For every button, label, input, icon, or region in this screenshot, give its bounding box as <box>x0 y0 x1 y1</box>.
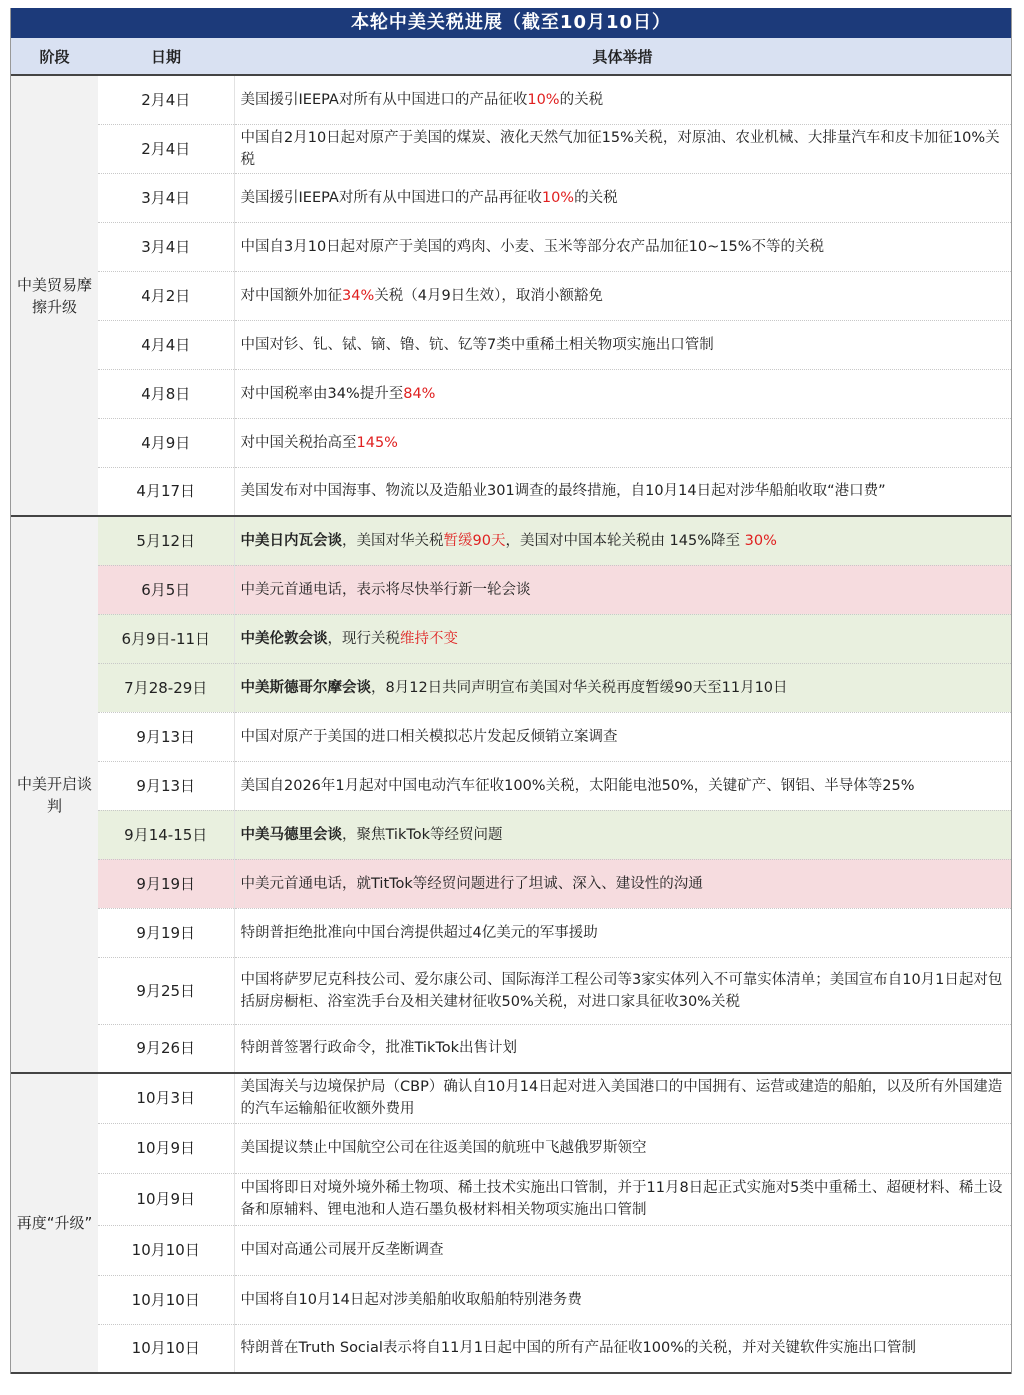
measure-cell <box>234 320 1011 369</box>
date-cell: 6月5日 <box>98 565 234 614</box>
table-row <box>11 516 1011 565</box>
measure-cell <box>234 516 1011 565</box>
measure-cell <box>234 418 1011 467</box>
measure-text: 美国自2026年1月起对中国电动汽车征收100%关税，太阳能电池50%，关键矿产、钢铝、半导体等25% <box>240 777 915 794</box>
measure-cell <box>234 222 1011 271</box>
table-row <box>11 418 1011 467</box>
table-row <box>11 1225 1011 1275</box>
date-cell: 9月26日 <box>98 1024 234 1073</box>
date-cell: 10月10日 <box>98 1324 234 1373</box>
date-cell: 3月4日 <box>98 222 234 271</box>
measure-cell <box>234 908 1011 957</box>
measure-cell <box>234 810 1011 859</box>
measure-cell <box>234 1073 1011 1123</box>
highlight-text: 34% <box>342 287 375 304</box>
highlight-text: 145% <box>356 434 398 451</box>
date-cell: 4月8日 <box>98 369 234 418</box>
header-measure: 具体举措 <box>234 38 1011 75</box>
table-row <box>11 1073 1011 1123</box>
measure-text: 美国海关与边境保护局（CBP）确认自10月14日起对进入美国港口的中国拥有、运营或建造的船舶，以及所有外国建造的汽车运输船征收额外费用 <box>240 1079 1003 1118</box>
measure-text: 中国将即日对境外境外稀土物项、稀土技术实施出口管制，并于11月8日起正式实施对5类中重稀土、超硬材料、稀土设备和原辅料、锂电池和人造石墨负极材料相关物项实施出口管制 <box>240 1180 1003 1218</box>
date-cell: 3月4日 <box>98 173 234 222</box>
highlight-text: 暂缓90天 <box>443 532 506 549</box>
measure-text: 的关税 <box>559 91 604 108</box>
date-cell: 9月13日 <box>98 712 234 761</box>
highlight-text: 10% <box>541 189 575 206</box>
table-row <box>11 124 1011 173</box>
table-title: 本轮中美关税进展（截至10月10日） <box>11 8 1011 38</box>
table-row <box>11 1275 1011 1324</box>
measure-text: 中国将自10月14日起对涉美船舶收取船舶特别港务费 <box>240 1291 582 1308</box>
meeting-name: 中美马德里会谈 <box>240 826 342 843</box>
table-row <box>11 173 1011 222</box>
date-cell: 9月19日 <box>98 859 234 908</box>
date-cell: 4月9日 <box>98 418 234 467</box>
measure-text: 中国对钐、钆、铽、镝、镥、钪、钇等7类中重稀土相关物项实施出口管制 <box>240 336 714 353</box>
table-row <box>11 1173 1011 1225</box>
date-cell: 10月10日 <box>98 1275 234 1324</box>
table-row <box>11 75 1011 124</box>
measure-text: 中国自2月10日起对原产于美国的煤炭、液化天然气加征15%关税，对原油、农业机械、大排量汽车和皮卡加征10%关税 <box>240 129 1000 168</box>
date-cell: 7月28-29日 <box>98 663 234 712</box>
date-cell: 2月4日 <box>98 124 234 173</box>
measure-text: 中国自3月10日起对原产于美国的鸡肉、小麦、玉米等部分农产品加征10~15%不等的关税 <box>240 238 825 255</box>
measure-text: 美国提议禁止中国航空公司在往返美国的航班中飞越俄罗斯领空 <box>240 1140 647 1156</box>
date-cell: 4月17日 <box>98 467 234 516</box>
date-cell: 10月9日 <box>98 1123 234 1173</box>
date-cell: 9月19日 <box>98 908 234 957</box>
measure-text: 关税（4月9日生效），取消小额豁免 <box>374 287 603 304</box>
measure-cell <box>234 1225 1011 1275</box>
measure-text: 中国对原产于美国的进口相关模拟芯片发起反倾销立案调查 <box>240 728 618 745</box>
date-cell: 6月9日-11日 <box>98 614 234 663</box>
measure-text: 的关税 <box>574 189 618 206</box>
table-row <box>11 467 1011 516</box>
measure-cell <box>234 271 1011 320</box>
measure-cell <box>234 957 1011 1024</box>
stage-cell: 再度“升级” <box>11 1073 98 1373</box>
date-cell: 4月4日 <box>98 320 234 369</box>
measure-cell <box>234 712 1011 761</box>
table-row <box>11 957 1011 1024</box>
meeting-name: 中美斯德哥尔摩会谈 <box>240 679 371 696</box>
measure-cell <box>234 1123 1011 1173</box>
date-cell: 10月9日 <box>98 1173 234 1225</box>
date-cell: 5月12日 <box>98 516 234 565</box>
table-row <box>11 1324 1011 1373</box>
measure-text: ，美国对中国本轮关税由 145%降至 <box>505 532 745 549</box>
measure-text: ，现行关税 <box>327 630 400 647</box>
measure-cell <box>234 75 1011 124</box>
measure-text: 特朗普签署行政命令，批准TikTok出售计划 <box>240 1040 517 1057</box>
date-cell: 10月10日 <box>98 1225 234 1275</box>
measure-text: 中国将萨罗尼克科技公司、爱尔康公司、国际海洋工程公司等3家实体列入不可靠实体清单；美国宣布自10月1日起对包括厨房橱柜、浴室洗手台及相关建材征收50%关税，对进口家具征收30%关税 <box>240 971 1003 1010</box>
measure-text: ，8月12日共同声明宣布美国对华关税再度暂缓90天至11月10日 <box>371 679 788 696</box>
measure-text: 特朗普拒绝批准向中国台湾提供超过4亿美元的军事援助 <box>240 924 598 941</box>
measure-cell <box>234 467 1011 516</box>
table-row <box>11 369 1011 418</box>
measure-cell <box>234 1275 1011 1324</box>
header-date: 日期 <box>98 38 234 75</box>
stage-cell: 中美开启谈判 <box>11 516 98 1073</box>
highlight-text: 10% <box>527 91 560 108</box>
measure-cell <box>234 173 1011 222</box>
date-cell: 4月2日 <box>98 271 234 320</box>
date-cell: 2月4日 <box>98 75 234 124</box>
header-row <box>11 38 1011 75</box>
measure-text: 美国发布对中国海事、物流以及造船业301调查的最终措施，自10月14日起对涉华船舶收取“港口费” <box>240 483 886 500</box>
measure-cell <box>234 1173 1011 1225</box>
measure-text: 特朗普在Truth Social表示将自11月1日起中国的所有产品征收100%的关税，并对关键软件实施出口管制 <box>240 1340 916 1357</box>
measure-cell <box>234 1324 1011 1373</box>
table-row <box>11 810 1011 859</box>
table-row <box>11 663 1011 712</box>
measure-cell <box>234 663 1011 712</box>
measure-cell <box>234 124 1011 173</box>
highlight-text: 84% <box>403 385 436 402</box>
measure-text: ，聚焦TikTok等经贸问题 <box>342 826 503 843</box>
measure-cell <box>234 369 1011 418</box>
table-row <box>11 908 1011 957</box>
meeting-name: 中美伦敦会谈 <box>240 630 328 647</box>
header-stage: 阶段 <box>11 38 98 75</box>
date-cell: 9月25日 <box>98 957 234 1024</box>
table-row <box>11 222 1011 271</box>
table-row <box>11 320 1011 369</box>
measure-cell <box>234 565 1011 614</box>
tariff-timeline-table-container <box>10 8 1012 1374</box>
measure-text: 美国援引IEEPA对所有从中国进口的产品征收 <box>240 91 528 108</box>
measure-text: 中美元首通电话，就TitTok等经贸问题进行了坦诚、深入、建设性的沟通 <box>240 875 703 892</box>
measure-text: 对中国关税抬高至 <box>240 434 357 451</box>
stage-cell: 中美贸易摩擦升级 <box>11 75 98 516</box>
table-row <box>11 712 1011 761</box>
measure-cell <box>234 1024 1011 1073</box>
meeting-name: 中美日内瓦会谈 <box>240 532 342 549</box>
date-cell: 9月13日 <box>98 761 234 810</box>
highlight-text: 30% <box>744 532 777 549</box>
measure-cell <box>234 614 1011 663</box>
table-row <box>11 614 1011 663</box>
measure-text: 美国援引IEEPA对所有从中国进口的产品再征收 <box>240 189 542 206</box>
tariff-timeline-table <box>11 38 1011 1374</box>
table-row <box>11 859 1011 908</box>
table-body <box>11 75 1011 1373</box>
table-row <box>11 1123 1011 1173</box>
table-row <box>11 761 1011 810</box>
table-row <box>11 1024 1011 1073</box>
measure-text: 中国对高通公司展开反垄断调查 <box>240 1242 444 1258</box>
highlight-text: 维持不变 <box>400 630 458 647</box>
date-cell: 10月3日 <box>98 1073 234 1123</box>
measure-text: 中美元首通电话，表示将尽快举行新一轮会谈 <box>240 581 531 598</box>
date-cell: 9月14-15日 <box>98 810 234 859</box>
measure-text: 对中国税率由34%提升至 <box>240 385 404 402</box>
table-row <box>11 565 1011 614</box>
measure-text: 对中国额外加征 <box>240 287 342 304</box>
measure-text: ，美国对华关税 <box>342 532 444 549</box>
measure-cell <box>234 761 1011 810</box>
measure-cell <box>234 859 1011 908</box>
table-row <box>11 271 1011 320</box>
